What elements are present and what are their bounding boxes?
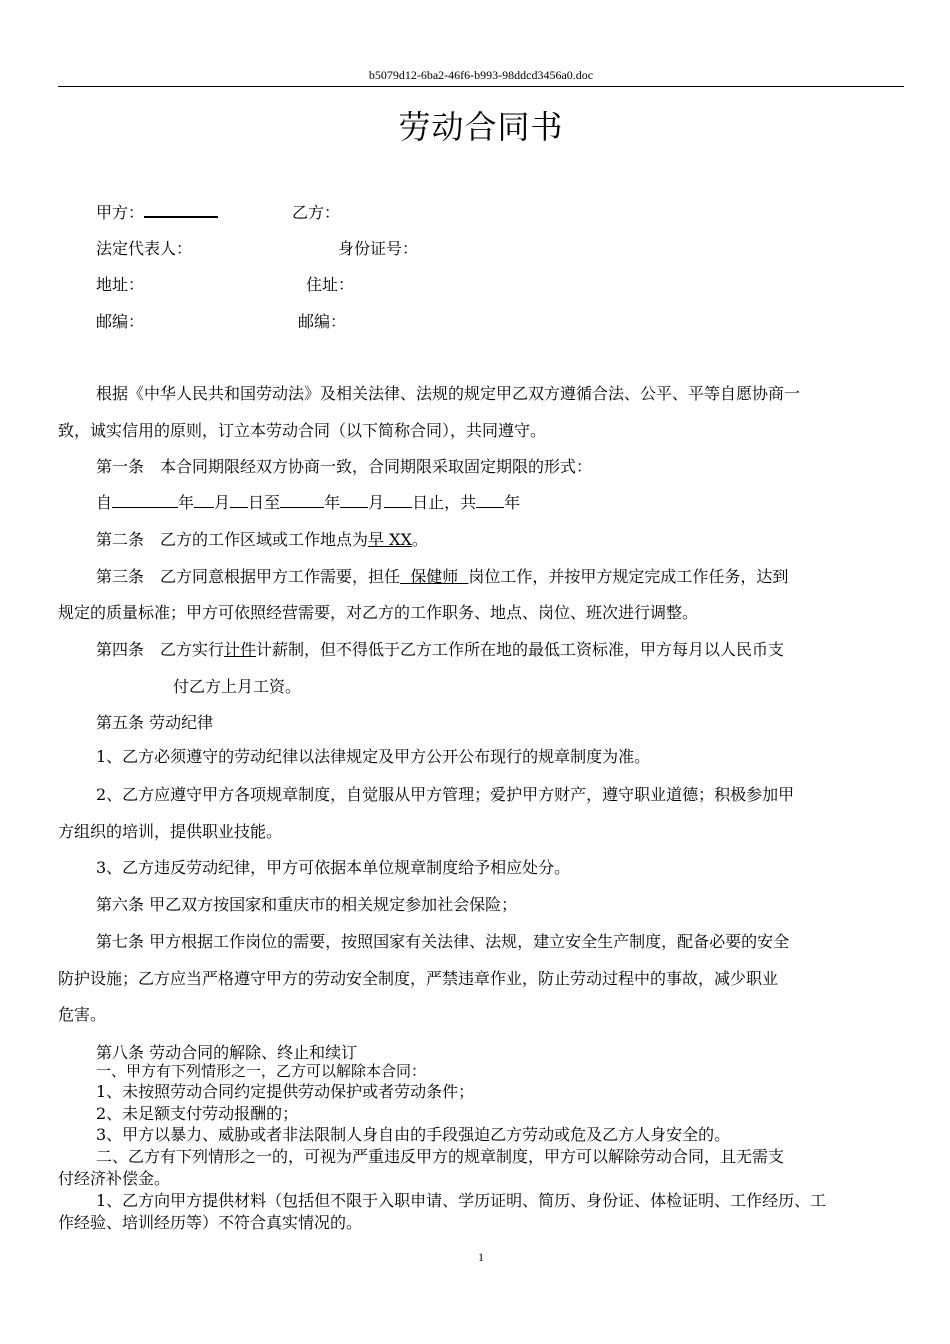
address-a-label: 地址： [96, 275, 145, 294]
article-8-section-2-line-1: 二、乙方有下列情形之一的，可视为严重违反甲方的规章制度，甲方可以解除劳动合同，且无需支 [96, 1147, 785, 1166]
period-from-text: 自 [96, 493, 113, 512]
article-8-section-1-heading: 一、甲方有下列情形之一，乙方可以解除本合同： [96, 1062, 427, 1080]
zip-a-label: 邮编： [96, 312, 145, 331]
document-header-filename: b5079d12-6ba2-46f6-b993-98ddcd3456a0.doc [368, 68, 594, 82]
page-number: 1 [478, 1250, 484, 1264]
article-7-line-2: 防护设施；乙方应当严格遵守甲方的劳动安全制度，严禁违章作业，防止劳动过程中的事故，减少职业 [58, 969, 779, 988]
preamble-line-1: 根据《中华人民共和国劳动法》及相关法律、法规的规定甲乙双方遵循合法、公平、平等自愿协商一 [96, 384, 801, 403]
article-8-heading: 第八条 劳动合同的解除、终止和续订 [96, 1043, 358, 1062]
period-year2-text: 年 [324, 493, 341, 512]
article-4-prefix: 第四条 乙方实行 [96, 640, 225, 659]
article-4-line-2: 付乙方上月工资。 [173, 677, 302, 696]
period-day-end-text: 日止，共 [412, 493, 477, 512]
article-8-section-1-item-2: 2、未足额支付劳动报酬的； [96, 1104, 299, 1123]
article-2-suffix: 。 [411, 530, 428, 549]
article-5-item-2-line-2: 方组织的培训，提供职业技能。 [58, 822, 283, 841]
article-7-line-1: 第七条 甲方根据工作岗位的需要，按照国家有关法律、法规，建立安全生产制度，配备必要的安全 [96, 932, 790, 951]
work-place-value: 早 XX [368, 530, 412, 549]
header-divider [58, 86, 904, 87]
period-end-month-blank [340, 493, 368, 508]
zip-b-label: 邮编： [298, 312, 347, 331]
article-1-line-1: 第一条 本合同期限经双方协商一致，合同期限采取固定期限的形式： [96, 457, 593, 476]
job-position-value: 保健师 [400, 567, 469, 586]
period-year-text: 年 [178, 493, 195, 512]
period-month-text: 月 [214, 493, 231, 512]
period-start-day-blank [230, 493, 248, 508]
party-b-label: 乙方： [292, 203, 341, 222]
address-b-label: 住址： [306, 275, 355, 294]
article-4-line-1 [96, 637, 784, 660]
period-end-year-blank [280, 493, 324, 508]
party-a-label: 甲方： [96, 203, 145, 222]
article-8-section-1-item-3: 3、甲方以暴力、威胁或者非法限制人身自由的手段强迫乙方劳动或危及乙方人身安全的。 [96, 1125, 731, 1144]
article-8-section-2-item-1-line-1: 1、乙方向甲方提供材料（包括但不限于入职申请、学历证明、简历、身份证、体检证明、工作经历、工 [96, 1191, 827, 1210]
article-5-item-1: 1、乙方必须遵守的劳动纪律以法律规定及甲方公开公布现行的规章制度为准。 [96, 747, 651, 766]
article-3-suffix: 岗位工作，并按甲方规定完成工作任务，达到 [468, 567, 789, 586]
article-8-section-2-line-2: 付经济补偿金。 [58, 1169, 171, 1188]
article-5-item-3: 3、乙方违反劳动纪律，甲方可依据本单位规章制度给予相应处分。 [96, 858, 571, 877]
article-8-section-1-item-1: 1、未按照劳动合同约定提供劳动保护或者劳动条件； [96, 1082, 475, 1101]
document-title: 劳动合同书 [398, 108, 564, 146]
id-number-label: 身份证号： [338, 239, 419, 258]
period-start-month-blank [194, 493, 214, 508]
article-3-line-2: 规定的质量标准；甲方可依照经营需要，对乙方的工作职务、地点、岗位、班次进行调整。 [58, 603, 699, 622]
article-3-line-1 [96, 564, 788, 587]
period-day-to-text: 日至 [248, 493, 281, 512]
article-3-prefix: 第三条 乙方同意根据甲方工作需要，担任 [96, 567, 401, 586]
article-2-prefix: 第二条 乙方的工作区域或工作地点为 [96, 530, 369, 549]
article-7-line-3: 危害。 [58, 1005, 107, 1024]
period-end-day-blank [384, 493, 412, 508]
article-4-suffix: 计薪制，但不得低于乙方工作所在地的最低工资标准，甲方每月以人民币支 [256, 640, 785, 659]
preamble-line-2: 致，诚实信用的原则，订立本劳动合同（以下简称合同），共同遵守。 [58, 421, 547, 440]
article-5-heading: 第五条 劳动纪律 [96, 713, 214, 732]
article-5-item-2-line-1: 2、乙方应遵守甲方各项规章制度，自觉服从甲方管理；爱护甲方财产，遵守职业道德；积极参加甲 [96, 785, 795, 804]
article-2 [96, 527, 428, 550]
article-1-period-line [96, 490, 520, 513]
article-8-section-2-item-1-line-2: 作经验、培训经历等）不符合真实情况的。 [58, 1213, 363, 1232]
article-6: 第六条 甲乙双方按国家和重庆市的相关规定参加社会保险； [96, 895, 518, 914]
wage-type-value: 计件 [224, 640, 257, 659]
party-a-row [96, 200, 218, 223]
period-month2-text: 月 [368, 493, 385, 512]
period-start-year-blank [112, 493, 178, 508]
period-year3-text: 年 [504, 493, 521, 512]
period-total-years-blank [476, 493, 504, 508]
legal-rep-label: 法定代表人： [96, 239, 193, 258]
party-a-blank [144, 202, 218, 218]
